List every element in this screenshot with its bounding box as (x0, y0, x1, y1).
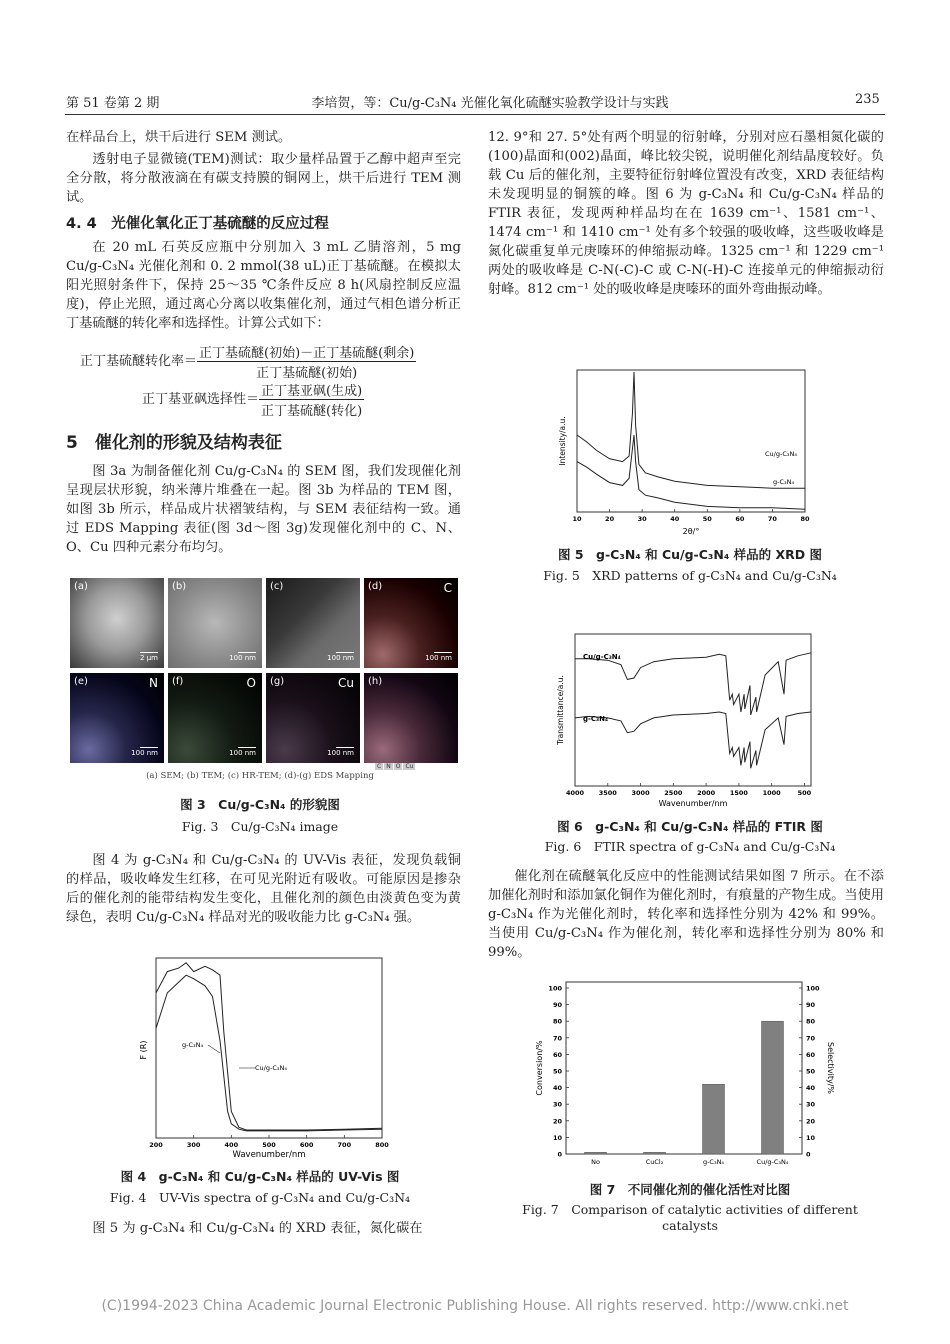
x-tick-label: 600 (299, 1141, 314, 1149)
scale-bar (238, 747, 256, 748)
x-tick-label: 700 (337, 1141, 352, 1149)
x-tick-label: 1000 (762, 789, 781, 797)
section-heading-4-4: 4. 4 光催化氧化正丁基硫醚的反应过程 (66, 216, 329, 232)
y-tick-label: 50 (552, 1067, 562, 1076)
series-line (577, 372, 805, 488)
x-tick-label: 1500 (729, 789, 748, 797)
panel-label: (c) (270, 581, 284, 592)
y-axis-label: Transmittance/a.u. (556, 675, 565, 745)
x-tick-label: 500 (797, 789, 812, 797)
y-axis-label: Intensity/a.u. (558, 416, 567, 466)
y2-tick-label: 0 (806, 1150, 811, 1159)
x-tick-label: 200 (149, 1141, 163, 1149)
x-tick-label: 800 (375, 1141, 389, 1149)
figure-6-caption-en: Fig. 6 FTIR spectra of g-C₃N₄ and Cu/g-C₃N₄ (544, 839, 836, 854)
y-tick-label: 90 (552, 1001, 562, 1010)
figure-5-caption-cn: 图 5 g-C₃N₄ 和 Cu/g-C₃N₄ 样品的 XRD 图 (557, 547, 823, 562)
panel-label: (d) (368, 581, 383, 592)
category-label: Cu/g-C₃N₄ (756, 1158, 789, 1166)
y2-tick-label: 50 (806, 1067, 816, 1076)
y2-tick-label: 80 (806, 1017, 816, 1026)
x-tick-label: 500 (262, 1141, 276, 1149)
series-line (577, 435, 805, 509)
formula-denominator: 正丁基硫醚(转化) (261, 404, 363, 419)
scale-bar-label: 100 nm (425, 654, 452, 662)
page-number: 235 (855, 92, 880, 107)
scale-bar (140, 747, 158, 748)
paragraph: 催化剂在硫醚氧化反应中的性能测试结果如图 7 所示。在不添加催化剂时和添加氯化铜作为催化剂时，有痕量的产物生成。当使用 g-C₃N₄ 作为光催化剂时，转化率和选择性分别为 42% 和 99%。当使用 Cu/g-C₃N₄ 作为催化剂，转化率和选择性分别为 80% 和 99%。 (488, 869, 884, 960)
x-tick-label: 4000 (565, 789, 585, 797)
y2-tick-label: 70 (806, 1034, 816, 1043)
ftir-chart (553, 604, 818, 809)
x-tick-label: 70 (767, 515, 777, 523)
formula-lhs: 正丁基亚砜选择性＝ (142, 392, 260, 407)
y2-tick-label: 60 (806, 1050, 816, 1059)
copyright-footer: (C)1994-2023 China Academic Journal Electronic Publishing House. All rights reserved. http://www.cnki.net (101, 1298, 849, 1314)
element-label: O (246, 676, 256, 690)
y2-axis-label: Selectivity/% (826, 1041, 835, 1095)
element-label: N (149, 676, 158, 690)
x-tick-label: 20 (605, 515, 615, 523)
scale-bar (336, 652, 354, 653)
panel-label: (h) (368, 676, 383, 687)
eds-legend-item: O (395, 763, 401, 770)
x-tick-label: 300 (186, 1141, 201, 1149)
element-label: Cu (338, 676, 354, 690)
paragraph: 12. 9°和 27. 5°处有两个明显的衍射峰，分别对应石墨相氮化碳的(100)晶面和(002)晶面，峰比较尖锐，说明催化剂结晶度较好。负载 Cu 后的催化剂，主要特征衍射峰位置没有改变，XRD 表征结构未发现明显的铜簇的峰。图 6 为 g-C₃N₄ 和 Cu/g-C₃N₄ 样品的 FTIR 表征，发现两种样品均在在 1639 cm⁻¹、1581 cm⁻¹、1474 cm⁻¹ 和 1410 cm⁻¹ 处有多个较强的吸收峰，这些吸收峰是氮化碳重复单元庚嗪环的伸缩振动峰。1325 cm⁻¹ 和 1229 cm⁻¹ 两处的吸收峰是 C-N(-C)-C 或 C-N(-H)-C 连接单元的伸缩振动衍射峰。812 cm⁻¹ 处的吸收峰是庚嗪环的面外弯曲振动峰。 (488, 130, 884, 297)
x-tick-label: 2000 (697, 789, 716, 797)
catalytic-activity-chart (530, 978, 845, 1173)
y2-tick-label: 40 (806, 1084, 816, 1093)
formula-conversion (80, 342, 416, 381)
bar (585, 1152, 607, 1154)
paragraph: 在 20 mL 石英反应瓶中分别加入 3 mL 乙腈溶剂，5 mg Cu/g-C₃N₄ 光催化剂和 0. 2 mmol(38 uL)正丁基硫醚。在模拟太阳光照射条件下，保持 25～35 ℃条件反应 8 h(风扇控制反应温度)，停止光照，通过离心分离以收集催化剂，通过气相色谱分析正丁基硫醚的转化率和选择性。计算公式如下： (66, 240, 461, 331)
y2-tick-label: 20 (806, 1117, 816, 1126)
category-label: g-C₃N₄ (702, 1158, 725, 1166)
y-tick-label: 10 (552, 1133, 562, 1142)
figure-4-caption-cn: 图 4 g-C₃N₄ 和 Cu/g-C₃N₄ 样品的 UV-Vis 图 (120, 1169, 400, 1184)
x-tick-label: 3000 (631, 789, 650, 797)
figure-6-caption-cn: 图 6 g-C₃N₄ 和 Cu/g-C₃N₄ 样品的 FTIR 图 (557, 819, 823, 834)
figure-3-caption-en: Fig. 3 Cu/g-C₃N₄ image (181, 819, 339, 834)
x-tick-label: 400 (224, 1141, 239, 1149)
scale-bar (238, 652, 256, 653)
figure-5-caption-en: Fig. 5 XRD patterns of g-C₃N₄ and Cu/g-C₃N₄ (543, 568, 837, 583)
formula-denominator: 正丁基硫醚(初始) (256, 366, 358, 381)
paragraph: 图 5 为 g-C₃N₄ 和 Cu/g-C₃N₄ 的 XRD 表征，氮化碳在 (92, 1221, 423, 1236)
eds-legend (375, 753, 416, 772)
micrograph-panel (266, 578, 360, 668)
section-heading-5: 5 催化剂的形貌及结构表征 (66, 433, 282, 453)
y-axis-label: F (R) (139, 1040, 148, 1060)
scale-bar-label: 100 nm (327, 749, 354, 757)
scale-bar-label: 100 nm (229, 654, 256, 662)
element-label: C (443, 581, 452, 595)
y-tick-label: 20 (552, 1117, 562, 1126)
series-line (575, 712, 811, 768)
x-tick-label: 60 (735, 515, 745, 523)
series-line (575, 653, 811, 715)
x-tick-label: 3500 (598, 789, 617, 797)
micrograph-panel (168, 578, 262, 668)
header-rule (65, 114, 885, 115)
eds-legend-item: C (377, 763, 382, 770)
paragraph: 图 4 为 g-C₃N₄ 和 Cu/g-C₃N₄ 的 UV-Vis 表征，发现负载铜的样品，吸收峰发生红移，在可见光附近有吸收。可能原因是掺杂后的催化剂的能带结构发生变化，且催化剂的颜色由淡黄色变为黄绿色，表明 Cu/g-C₃N₄ 样品对光的吸收能力比 g-C₃N₄ 强。 (66, 853, 461, 925)
category-label: CuCl₂ (645, 1158, 664, 1166)
panel-label: (g) (270, 676, 285, 687)
scale-bar-label: 2 μm (140, 654, 158, 662)
y-tick-label: 30 (552, 1100, 562, 1109)
figure-7-caption-cn: 图 7 不同催化剂的催化活性对比图 (589, 1182, 791, 1197)
y2-tick-label: 10 (806, 1133, 816, 1142)
formula-numerator: 正丁基硫醚(初始)－正丁基硫醚(剩余) (197, 342, 416, 362)
y-tick-label: 80 (552, 1017, 562, 1026)
formula-lhs: 正丁基硫醚转化率＝ (80, 354, 198, 369)
x-axis-label: Wavenumber/nm (658, 799, 728, 808)
micrograph-panel (70, 578, 164, 668)
bar (644, 1152, 666, 1154)
panel-label: (a) (74, 581, 88, 592)
micrograph-panel (70, 673, 164, 763)
y-axis-label: Conversion/% (535, 1040, 544, 1096)
y2-tick-label: 90 (806, 1001, 816, 1010)
y2-tick-label: 30 (806, 1100, 816, 1109)
micrograph-panel (364, 673, 458, 763)
formula-selectivity (142, 380, 364, 419)
y-tick-label: 40 (552, 1084, 562, 1093)
series-label-g-c3n4: g-C₃N₄ (773, 478, 795, 486)
scale-bar-label: 100 nm (229, 749, 256, 757)
x-axis-label: 2θ/° (682, 527, 700, 536)
eds-legend-item: N (386, 763, 391, 770)
scale-bar (336, 747, 354, 748)
micrograph-panel (168, 673, 262, 763)
y-tick-label: 0 (557, 1150, 562, 1159)
panel-label: (e) (74, 676, 88, 687)
y-tick-label: 100 (548, 984, 562, 993)
figure-4-caption-en: Fig. 4 UV-Vis spectra of g-C₃N₄ and Cu/g-C₃N₄ (109, 1190, 411, 1205)
formula-numerator: 正丁基亚砜(生成) (259, 380, 364, 400)
series-label-g-c3n4: g-C₃N₄ (182, 1041, 204, 1049)
micrograph-panel (266, 673, 360, 763)
scale-bar-label: 100 nm (327, 654, 354, 662)
paragraph: 在样品台上，烘干后进行 SEM 测试。 (66, 130, 292, 145)
xrd-chart (555, 368, 820, 538)
x-tick-label: 2500 (664, 789, 683, 797)
bar (703, 1084, 725, 1154)
paragraph: 图 3a 为制备催化剂 Cu/g-C₃N₄ 的 SEM 图，我们发现催化剂呈现层状形貌，纳米薄片堆叠在一起。图 3b 为样品的 TEM 图，如图 3b 所示，样品成片状褶皱结构，与 SEM 表征结构一致。通过 EDS Mapping 表征(图 3d～图 3g)发现催化剂中的 C、N、O、Cu 四种元素分布均匀。 (66, 464, 461, 555)
eds-legend-item: Cu (405, 763, 414, 770)
y-tick-label: 70 (552, 1034, 562, 1043)
bar (762, 1021, 784, 1154)
figure-7-caption-en: Fig. 7 Comparison of catalytic activities of different catalysts (522, 1202, 858, 1233)
panel-label: (b) (172, 581, 187, 592)
category-label: No (591, 1158, 600, 1166)
series-line (156, 975, 382, 1131)
y-tick-label: 60 (552, 1050, 562, 1059)
scale-bar (434, 652, 452, 653)
x-axis-label: Wavenumber/nm (232, 1150, 306, 1160)
series-label-cu-g-c3n4: Cu/g-C₃N₄ (765, 450, 797, 458)
scale-bar (140, 652, 158, 653)
micrograph-panel (364, 578, 458, 668)
series-label-cu-g-c3n4: Cu/g-C₃N₄ (583, 653, 621, 661)
running-header-issue: 第 51 卷第 2 期 (66, 96, 160, 111)
x-tick-label: 40 (670, 515, 680, 523)
plot-frame (577, 370, 805, 512)
series-label-cu-g-c3n4: Cu/g-C₃N₄ (255, 1064, 287, 1072)
series-pointer (208, 1045, 220, 1053)
running-header-title: 李培贺，等：Cu/g-C₃N₄ 光催化氧化硫醚实验教学设计与实践 (311, 96, 669, 111)
figure-3-subcaption: (a) SEM; (b) TEM; (c) HR-TEM; (d)-(g) EDS Mapping (146, 771, 374, 781)
figure-3-caption-cn: 图 3 Cu/g-C₃N₄ 的形貌图 (180, 797, 340, 812)
x-tick-label: 10 (572, 515, 582, 523)
x-tick-label: 50 (702, 515, 712, 523)
panel-label: (f) (172, 676, 184, 687)
series-label-g-c3n4: g-C₃N₄ (583, 715, 609, 723)
y2-tick-label: 100 (806, 984, 820, 993)
x-tick-label: 80 (800, 515, 810, 523)
scale-bar-label: 100 nm (131, 749, 158, 757)
x-tick-label: 30 (637, 515, 647, 523)
paragraph: 透射电子显微镜(TEM)测试：取少量样品置于乙醇中超声至完全分散，将分散液滴在有碳支持膜的铜网上，烘干后进行 TEM 测试。 (66, 152, 461, 205)
uv-vis-chart (120, 955, 410, 1160)
